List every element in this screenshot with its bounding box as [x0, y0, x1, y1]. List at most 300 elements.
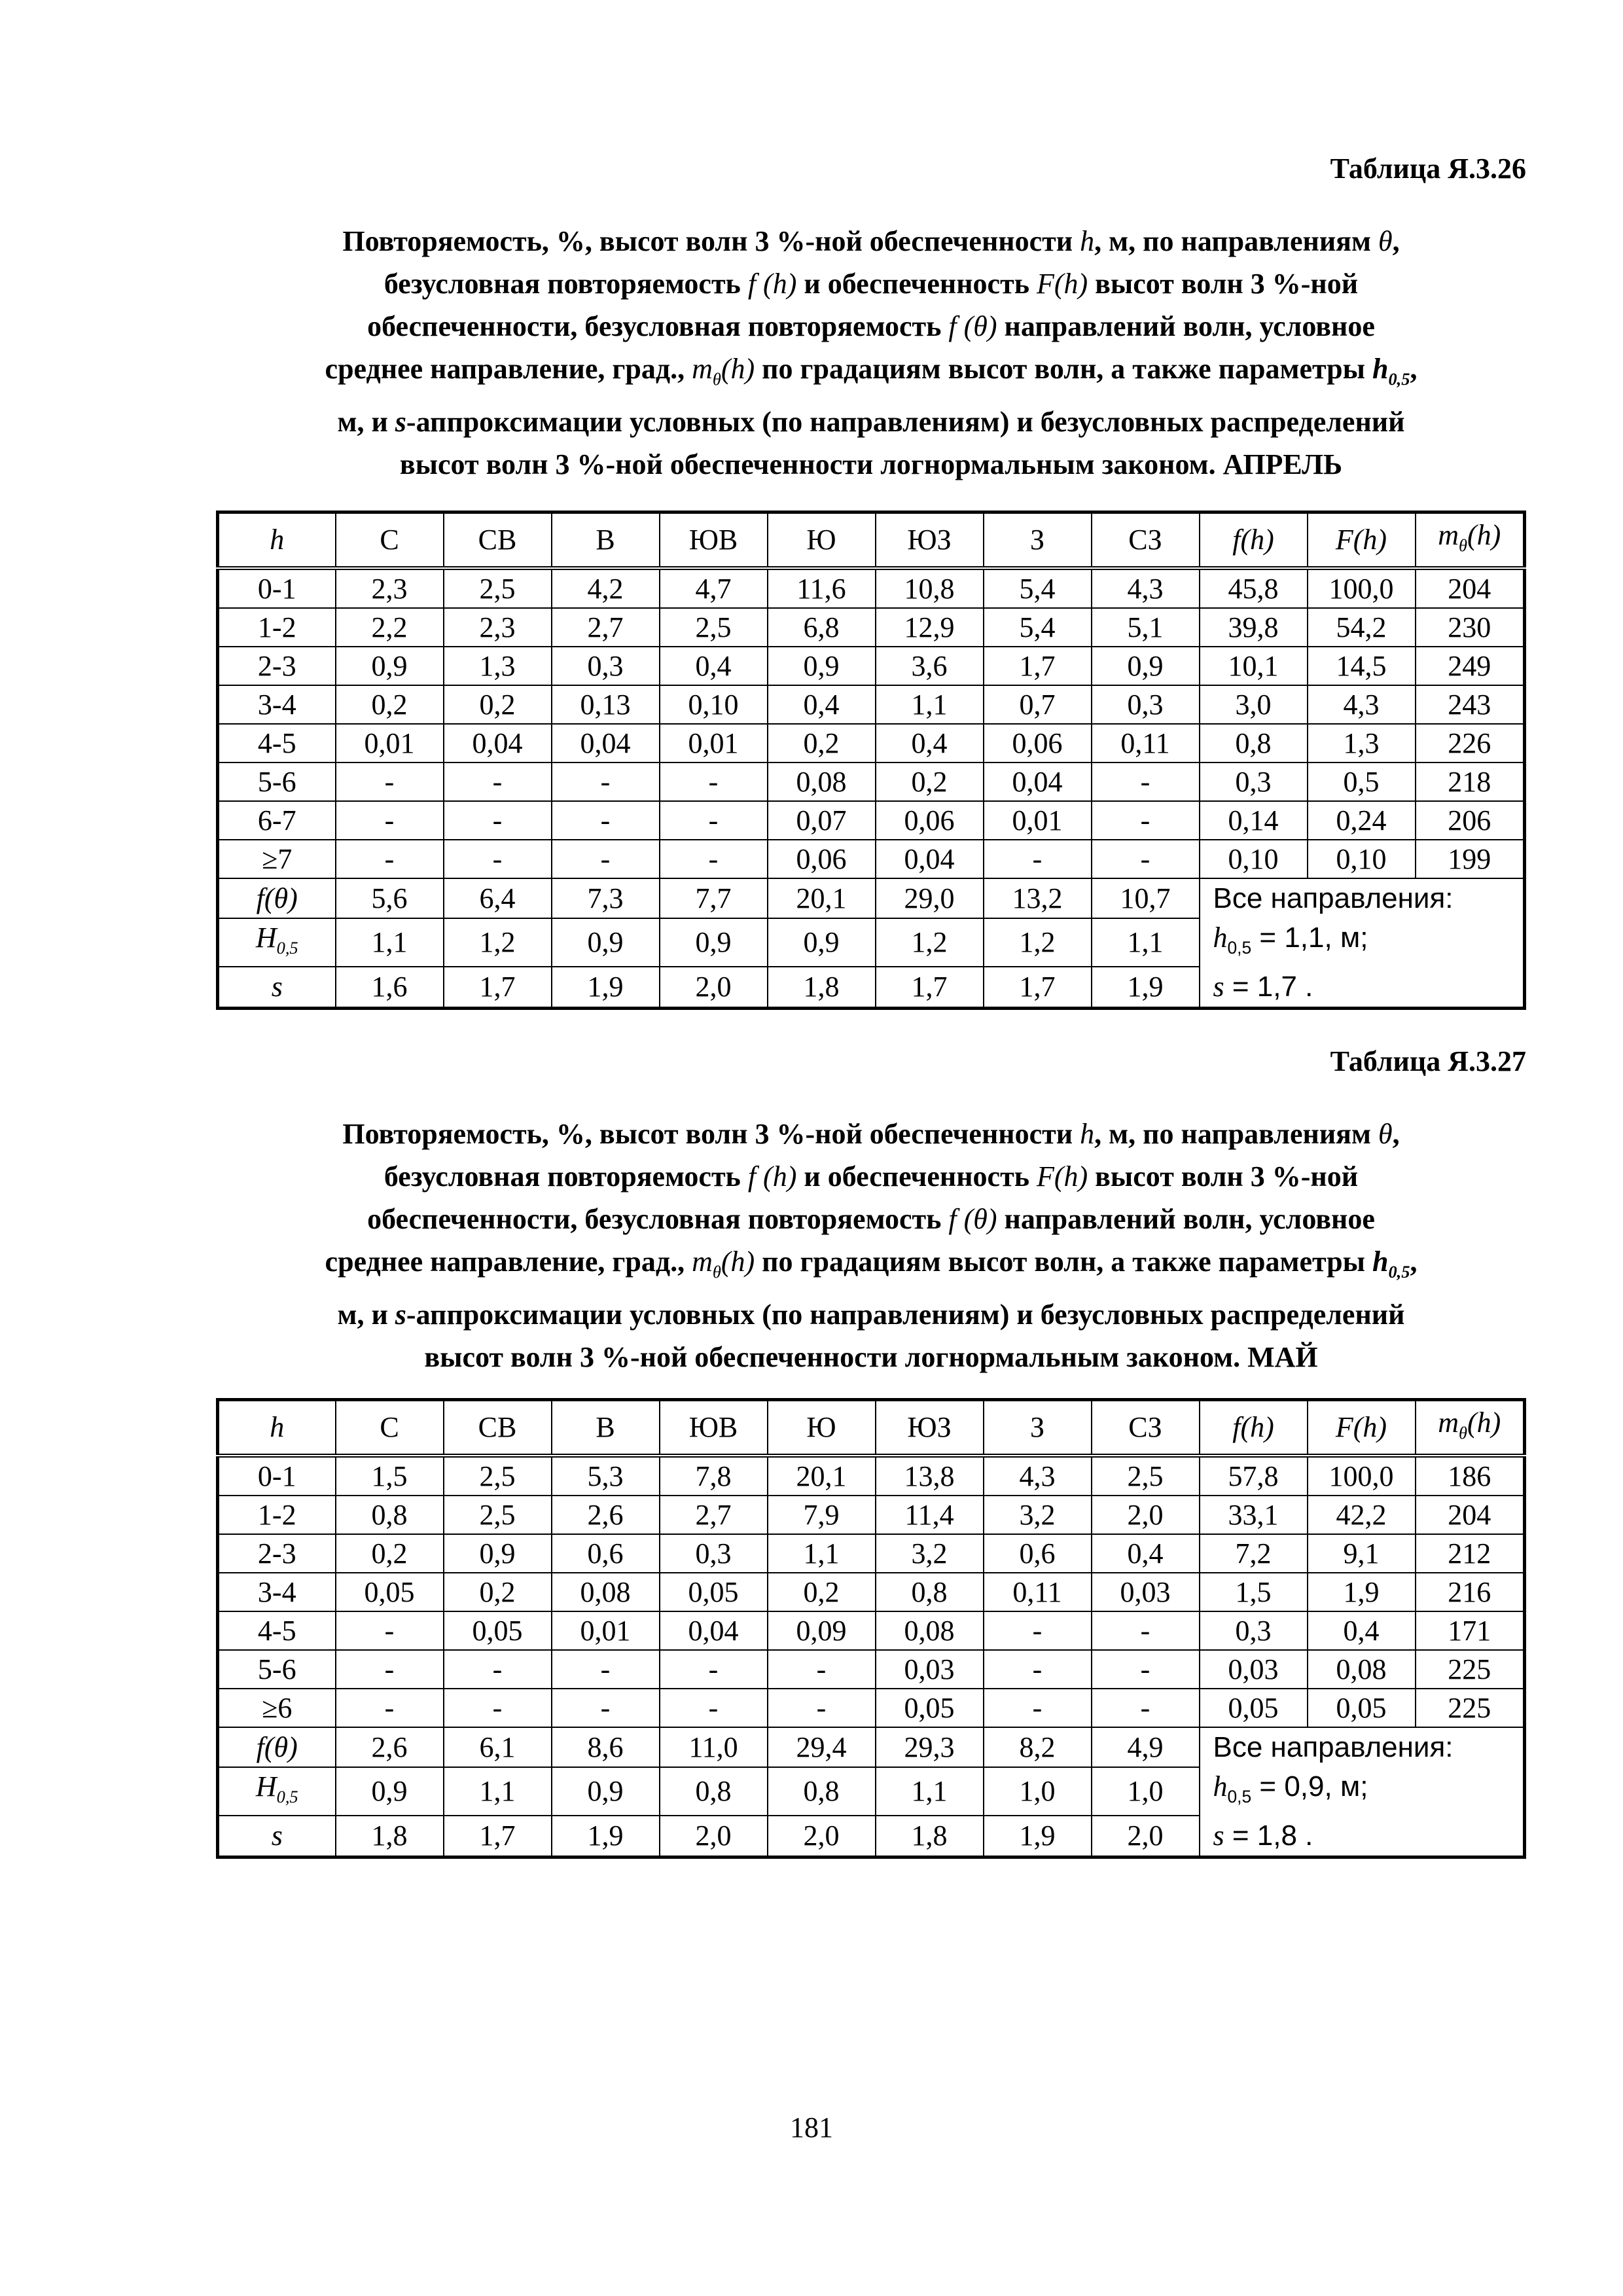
table-cell: - — [1092, 1650, 1200, 1689]
table-cell: 2,5 — [660, 608, 768, 647]
caption-math: f (h) — [747, 268, 797, 300]
table-cell: 0,05 — [1308, 1689, 1416, 1727]
table-cell: 249 — [1416, 647, 1525, 685]
table-cell: 1,1 — [876, 685, 984, 724]
table-cell: 2,6 — [336, 1727, 444, 1767]
caption-text: обеспеченности, безусловная повторяемость — [367, 310, 949, 342]
table-cell: 0-1 — [218, 1456, 336, 1496]
caption-line — [216, 401, 1526, 443]
table-cell: 11,0 — [660, 1727, 768, 1767]
parameter-label: s — [218, 967, 336, 1008]
table-cell: 5,6 — [336, 878, 444, 918]
table-cell: - — [336, 801, 444, 840]
table-cell: 0,5 — [1308, 762, 1416, 801]
table-row — [218, 840, 1525, 878]
table-cell: 13,2 — [984, 878, 1092, 918]
caption-math: h — [1080, 225, 1095, 257]
table-cell: 0,05 — [336, 1573, 444, 1611]
table-cell: - — [1092, 762, 1200, 801]
summary-cell — [1200, 878, 1525, 1008]
caption-line — [216, 1113, 1526, 1155]
parameter-row — [218, 878, 1525, 918]
caption-text: среднее направление, град., — [325, 353, 692, 385]
table-cell: - — [984, 840, 1092, 878]
table-cell: - — [336, 1689, 444, 1727]
table-cell: 2-3 — [218, 647, 336, 685]
table-cell: 5-6 — [218, 1650, 336, 1689]
table-cell: 0,11 — [1092, 724, 1200, 762]
table-cell: 10,8 — [876, 568, 984, 608]
column-header: h — [218, 512, 336, 569]
table-cell: 0,07 — [768, 801, 876, 840]
table-cell: 2,0 — [1092, 1816, 1200, 1857]
header-row — [218, 1400, 1525, 1456]
column-header: СВ — [444, 512, 552, 569]
table-cell: 0,3 — [552, 647, 660, 685]
table-cell: 7,7 — [660, 878, 768, 918]
table-cell: - — [1092, 1689, 1200, 1727]
table-cell: 29,4 — [768, 1727, 876, 1767]
column-header: ЮВ — [660, 1400, 768, 1456]
table-cell: 225 — [1416, 1689, 1525, 1727]
table-cell: 0,2 — [336, 685, 444, 724]
caption-text: , — [1392, 225, 1400, 257]
column-header: З — [984, 1400, 1092, 1456]
caption-math: h — [1080, 1118, 1095, 1150]
caption-line — [216, 1198, 1526, 1240]
caption-text: -аппроксимации условных (по направлениям) и безусловных распределений — [406, 1298, 1405, 1331]
table-cell: 2,5 — [444, 1496, 552, 1534]
column-header: F(h) — [1308, 1400, 1416, 1456]
table-cell: 1,1 — [1092, 918, 1200, 967]
table-cell: 1,7 — [984, 967, 1092, 1008]
caption-line — [216, 262, 1526, 305]
table-cell: 2,0 — [660, 1816, 768, 1857]
table-row — [218, 801, 1525, 840]
table-cell: - — [552, 1650, 660, 1689]
caption-text: по градациям высот волн, а также параметры — [755, 353, 1372, 385]
table-cell: 0,08 — [552, 1573, 660, 1611]
table-cell: 2,5 — [444, 1456, 552, 1496]
table-cell: 1,7 — [876, 967, 984, 1008]
column-header: $m_\theta(h)$ — [1416, 1400, 1525, 1456]
table-row — [218, 647, 1525, 685]
table-cell: 2,0 — [660, 967, 768, 1008]
table-cell: - — [768, 1689, 876, 1727]
table-cell: 1-2 — [218, 608, 336, 647]
table-cell: - — [336, 1650, 444, 1689]
table-cell: - — [444, 1650, 552, 1689]
table-cell: - — [1092, 1611, 1200, 1650]
summary-h: $h_{0,5} = 1,1$, м; — [1213, 922, 1368, 958]
parameter-label: f(θ) — [218, 878, 336, 918]
table-cell: 2,0 — [768, 1816, 876, 1857]
caption-text: обеспеченности, безусловная повторяемость — [367, 1203, 949, 1235]
summary-cell — [1200, 1727, 1525, 1857]
table-cell: - — [660, 762, 768, 801]
table-cell: 0,8 — [768, 1767, 876, 1816]
column-header: З — [984, 512, 1092, 569]
caption-math: F(h) — [1036, 268, 1088, 300]
caption-line — [216, 220, 1526, 262]
column-header: ЮЗ — [876, 1400, 984, 1456]
table-cell: 206 — [1416, 801, 1525, 840]
table-cell: 0,2 — [768, 724, 876, 762]
table-cell: 2,3 — [444, 608, 552, 647]
table-cell: 14,5 — [1308, 647, 1416, 685]
table-cell: 1,8 — [876, 1816, 984, 1857]
caption-text: безусловная повторяемость — [383, 268, 748, 300]
column-header: В — [552, 512, 660, 569]
caption-text: Повторяемость, %, высот волн 3 %-ной обеспеченности — [342, 1118, 1080, 1150]
caption-text: , — [1410, 1246, 1418, 1278]
table-cell: 10,7 — [1092, 878, 1200, 918]
table-block-april — [216, 149, 1526, 1003]
caption-text: -аппроксимации условных (по направлениям) и безусловных распределений — [406, 405, 1405, 438]
table-cell: 1,7 — [444, 967, 552, 1008]
parameter-label: s — [218, 1816, 336, 1857]
table-cell: 3,2 — [876, 1534, 984, 1573]
table-cell: 7,8 — [660, 1456, 768, 1496]
header-row — [218, 512, 1525, 569]
table-cell: 2,0 — [1092, 1496, 1200, 1534]
table-cell: 0,9 — [336, 1767, 444, 1816]
table-cell: 0,2 — [336, 1534, 444, 1573]
table-cell: 0,01 — [336, 724, 444, 762]
table-cell: 2,3 — [336, 568, 444, 608]
table-cell: 29,3 — [876, 1727, 984, 1767]
table-cell: 33,1 — [1200, 1496, 1308, 1534]
column-header: СЗ — [1092, 1400, 1200, 1456]
table-cell: 1,8 — [336, 1816, 444, 1857]
caption-math-bold: s — [395, 1298, 406, 1331]
caption-text: , — [1410, 353, 1418, 385]
table-cell: 0,9 — [552, 918, 660, 967]
table-cell: 230 — [1416, 608, 1525, 647]
caption-text: и обеспеченность — [796, 1160, 1037, 1193]
table-cell: 0,03 — [1200, 1650, 1308, 1689]
table-row — [218, 1534, 1525, 1573]
table-cell: - — [1092, 840, 1200, 878]
table-cell: 0,3 — [1092, 685, 1200, 724]
table-row — [218, 1611, 1525, 1650]
column-header: В — [552, 1400, 660, 1456]
table-cell: 4-5 — [218, 1611, 336, 1650]
table-caption — [216, 1113, 1526, 1378]
caption-text: среднее направление, град., — [325, 1246, 692, 1278]
table-cell: 29,0 — [876, 878, 984, 918]
caption-text: направлений волн, условное — [997, 310, 1375, 342]
table-cell: 0,04 — [552, 724, 660, 762]
table-number: Таблица Я.3.27 — [1330, 1045, 1526, 1077]
column-header: СЗ — [1092, 512, 1200, 569]
caption-line — [216, 1240, 1526, 1293]
table-cell: 0,9 — [336, 647, 444, 685]
table-cell: 0,10 — [660, 685, 768, 724]
table-cell: 0,3 — [660, 1534, 768, 1573]
table-cell: 4,7 — [660, 568, 768, 608]
caption-text: высот волн 3 %-ной — [1088, 268, 1359, 300]
table-cell: 4,2 — [552, 568, 660, 608]
table-cell: 0,4 — [660, 647, 768, 685]
table-row — [218, 1689, 1525, 1727]
table-cell: 1-2 — [218, 1496, 336, 1534]
table-cell: 0,8 — [336, 1496, 444, 1534]
table-cell: 1,3 — [444, 647, 552, 685]
summary-s: s = 1,8 . — [1213, 1819, 1313, 1852]
caption-math: $m_\theta(h)$ — [692, 1246, 755, 1282]
table-cell: - — [444, 762, 552, 801]
table-cell: 7,9 — [768, 1496, 876, 1534]
table-cell: 2,7 — [552, 608, 660, 647]
table-cell: 2,5 — [1092, 1456, 1200, 1496]
caption-math: θ — [1378, 225, 1393, 257]
caption-text: направлений волн, условное — [997, 1203, 1375, 1235]
table-cell: 1,7 — [444, 1816, 552, 1857]
table-row — [218, 608, 1525, 647]
table-cell: 1,2 — [444, 918, 552, 967]
table-cell: 171 — [1416, 1611, 1525, 1650]
table-cell: 0,2 — [444, 685, 552, 724]
caption-line — [216, 443, 1526, 486]
column-header: f(h) — [1200, 1400, 1308, 1456]
table-cell: 0,9 — [768, 647, 876, 685]
table-cell: 0,8 — [876, 1573, 984, 1611]
table-cell: 1,1 — [444, 1767, 552, 1816]
table-cell: 0,9 — [660, 918, 768, 967]
column-header: $m_\theta(h)$ — [1416, 512, 1525, 569]
table-cell: 6,1 — [444, 1727, 552, 1767]
table-caption — [216, 220, 1526, 486]
table-cell: 0,05 — [1200, 1689, 1308, 1727]
parameter-label: $H_{0,5}$ — [218, 918, 336, 967]
table-cell: 0,08 — [768, 762, 876, 801]
table-cell: 3,6 — [876, 647, 984, 685]
table-cell: 1,5 — [336, 1456, 444, 1496]
table-cell: 0,03 — [876, 1650, 984, 1689]
table-cell: 0,06 — [876, 801, 984, 840]
table-cell: - — [336, 840, 444, 878]
table-cell: - — [660, 801, 768, 840]
column-header: F(h) — [1308, 512, 1416, 569]
table-cell: 42,2 — [1308, 1496, 1416, 1534]
table-cell: 0,08 — [876, 1611, 984, 1650]
caption-line — [216, 305, 1526, 348]
caption-text: Повторяемость, %, высот волн 3 %-ной обеспеченности — [342, 225, 1080, 257]
table-cell: 0,9 — [1092, 647, 1200, 685]
caption-text: высот волн 3 %-ной обеспеченности логнормальным законом. МАЙ — [424, 1340, 1318, 1373]
table-cell: - — [552, 801, 660, 840]
table-cell: 0,10 — [1308, 840, 1416, 878]
table-cell: 212 — [1416, 1534, 1525, 1573]
table-cell: 1,6 — [336, 967, 444, 1008]
table-cell: 0,2 — [876, 762, 984, 801]
column-header: h — [218, 1400, 336, 1456]
caption-text: , м, по направлениям — [1094, 225, 1378, 257]
table-cell: 0,2 — [444, 1573, 552, 1611]
table-cell: - — [444, 1689, 552, 1727]
table-cell: 7,3 — [552, 878, 660, 918]
table-cell: 1,8 — [768, 967, 876, 1008]
caption-text: м, и — [337, 405, 395, 438]
table-cell: 1,1 — [768, 1534, 876, 1573]
table-cell: 6-7 — [218, 801, 336, 840]
table-cell: 39,8 — [1200, 608, 1308, 647]
table-cell: 20,1 — [768, 878, 876, 918]
table-cell: 0,05 — [660, 1573, 768, 1611]
summary-h: $h_{0,5} = 0,9$, м; — [1213, 1770, 1368, 1806]
caption-line — [216, 1336, 1526, 1378]
table-cell: - — [552, 1689, 660, 1727]
table-cell: 12,9 — [876, 608, 984, 647]
table-cell: 11,4 — [876, 1496, 984, 1534]
table-cell: 9,1 — [1308, 1534, 1416, 1573]
table-cell: 226 — [1416, 724, 1525, 762]
table-cell: 204 — [1416, 1496, 1525, 1534]
table-cell: 10,1 — [1200, 647, 1308, 685]
table-cell: 0,03 — [1092, 1573, 1200, 1611]
table-cell: 1,9 — [984, 1816, 1092, 1857]
table-row — [218, 685, 1525, 724]
table-block-may — [216, 1042, 1526, 1852]
table-row — [218, 724, 1525, 762]
caption-line — [216, 1293, 1526, 1336]
table-cell: - — [552, 762, 660, 801]
table-cell: 7,2 — [1200, 1534, 1308, 1573]
table-cell: 4,3 — [1308, 685, 1416, 724]
caption-math: f (h) — [747, 1160, 797, 1193]
table-cell: 1,1 — [336, 918, 444, 967]
table-cell: 0,6 — [984, 1534, 1092, 1573]
table-row — [218, 1650, 1525, 1689]
column-header: ЮВ — [660, 512, 768, 569]
table-cell: 4,3 — [1092, 568, 1200, 608]
caption-text: м, и — [337, 1298, 395, 1331]
table-cell: 1,9 — [1092, 967, 1200, 1008]
table-cell: 57,8 — [1200, 1456, 1308, 1496]
data-table — [216, 1398, 1526, 1859]
table-cell: - — [660, 1689, 768, 1727]
table-cell: 1,2 — [876, 918, 984, 967]
column-header: СВ — [444, 1400, 552, 1456]
table-cell: 0,08 — [1308, 1650, 1416, 1689]
table-cell: 8,6 — [552, 1727, 660, 1767]
table-cell: 2,5 — [444, 568, 552, 608]
table-cell: 0,8 — [660, 1767, 768, 1816]
table-cell: 6,8 — [768, 608, 876, 647]
table-cell: 0,4 — [876, 724, 984, 762]
caption-text: по градациям высот волн, а также параметры — [755, 1246, 1372, 1278]
table-cell: 5,1 — [1092, 608, 1200, 647]
table-cell: - — [1092, 801, 1200, 840]
caption-text: , — [1392, 1118, 1400, 1150]
caption-line — [216, 1155, 1526, 1198]
table-cell: 0,10 — [1200, 840, 1308, 878]
table-cell: 0,11 — [984, 1573, 1092, 1611]
table-row — [218, 1456, 1525, 1496]
table-row — [218, 1573, 1525, 1611]
table-cell: 1,3 — [1308, 724, 1416, 762]
table-cell: 100,0 — [1308, 1456, 1416, 1496]
table-cell: 8,2 — [984, 1727, 1092, 1767]
parameter-row — [218, 1727, 1525, 1767]
table-cell: 199 — [1416, 840, 1525, 878]
column-header: С — [336, 512, 444, 569]
caption-math: θ — [1378, 1118, 1393, 1150]
column-header: f(h) — [1200, 512, 1308, 569]
table-row — [218, 568, 1525, 608]
table-cell: 0,01 — [984, 801, 1092, 840]
table-cell: 5,4 — [984, 608, 1092, 647]
table-cell: - — [984, 1611, 1092, 1650]
table-cell: 0,06 — [984, 724, 1092, 762]
caption-line — [216, 348, 1526, 401]
table-cell: 0,06 — [768, 840, 876, 878]
caption-math-bold: s — [395, 405, 406, 438]
table-cell: ≥6 — [218, 1689, 336, 1727]
table-cell: 0,3 — [1200, 1611, 1308, 1650]
table-cell: 13,8 — [876, 1456, 984, 1496]
table-cell: 1,2 — [984, 918, 1092, 967]
caption-text: высот волн 3 %-ной — [1088, 1160, 1359, 1193]
table-cell: 0,6 — [552, 1534, 660, 1573]
table-cell: - — [444, 801, 552, 840]
table-cell: 0,04 — [444, 724, 552, 762]
column-header: ЮЗ — [876, 512, 984, 569]
table-cell: 1,9 — [552, 967, 660, 1008]
table-cell: 6,4 — [444, 878, 552, 918]
table-cell: 3,2 — [984, 1496, 1092, 1534]
table-cell: 1,5 — [1200, 1573, 1308, 1611]
table-cell: 0,4 — [1308, 1611, 1416, 1650]
caption-math: F(h) — [1036, 1160, 1088, 1193]
table-cell: 3-4 — [218, 685, 336, 724]
caption-math-bold: $h_{0,5}$ — [1372, 353, 1410, 389]
caption-math: $m_\theta(h)$ — [692, 353, 755, 389]
table-cell: 0,01 — [552, 1611, 660, 1650]
parameter-label: f(θ) — [218, 1727, 336, 1767]
table-cell: 4-5 — [218, 724, 336, 762]
table-cell: 186 — [1416, 1456, 1525, 1496]
table-cell: - — [336, 762, 444, 801]
caption-text: и обеспеченность — [796, 268, 1037, 300]
table-cell: 20,1 — [768, 1456, 876, 1496]
parameter-label: $H_{0,5}$ — [218, 1767, 336, 1816]
table-cell: 0-1 — [218, 568, 336, 608]
table-cell: 3-4 — [218, 1573, 336, 1611]
table-cell: 2,7 — [660, 1496, 768, 1534]
table-cell: 0,05 — [444, 1611, 552, 1650]
table-cell: - — [984, 1650, 1092, 1689]
summary-s: s = 1,7 . — [1213, 970, 1313, 1003]
table-cell: 2-3 — [218, 1534, 336, 1573]
table-cell: 0,8 — [1200, 724, 1308, 762]
column-header: Ю — [768, 1400, 876, 1456]
table-cell: 0,3 — [1200, 762, 1308, 801]
table-cell: - — [336, 1611, 444, 1650]
table-cell: - — [660, 840, 768, 878]
table-cell: 4,3 — [984, 1456, 1092, 1496]
table-cell: 11,6 — [768, 568, 876, 608]
table-cell: 0,4 — [1092, 1534, 1200, 1573]
summary-title: Все направления: — [1213, 1731, 1454, 1763]
table-cell: 45,8 — [1200, 568, 1308, 608]
table-cell: 5,4 — [984, 568, 1092, 608]
table-cell: 0,09 — [768, 1611, 876, 1650]
table-cell: - — [660, 1650, 768, 1689]
column-header: С — [336, 1400, 444, 1456]
table-cell: 0,13 — [552, 685, 660, 724]
